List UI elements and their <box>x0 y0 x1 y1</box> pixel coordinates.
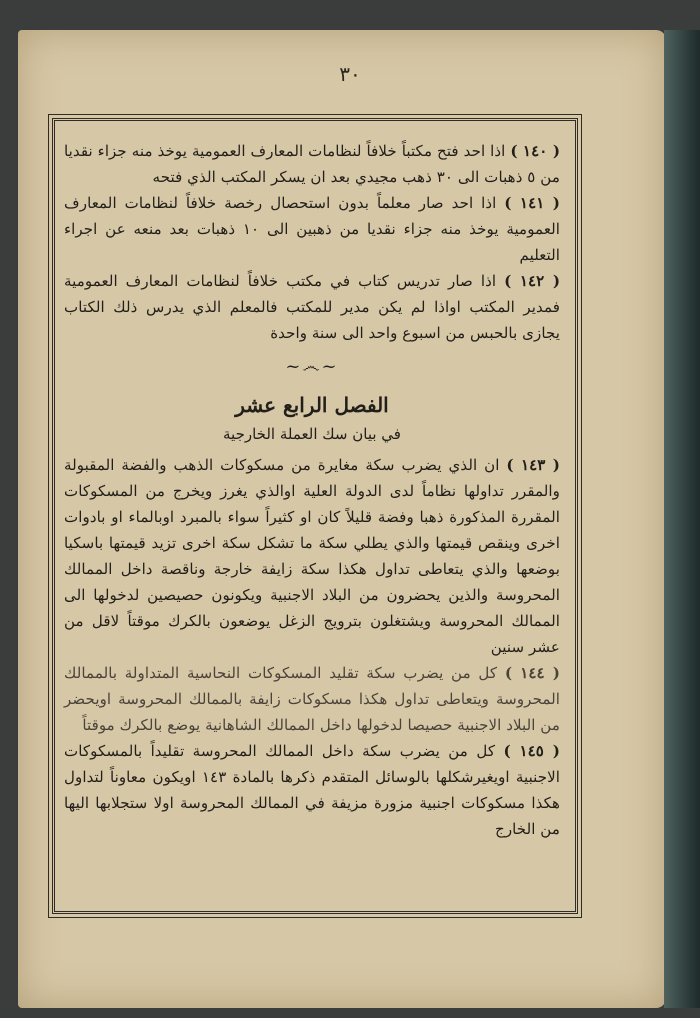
clause-number: ( ١٤٠ ) <box>510 142 561 160</box>
clause-145 <box>64 738 560 842</box>
clause-number: ( ١٤٣ ) <box>506 456 560 474</box>
clause-text: كل من يضرب سكة تقليد المسكوكات النحاسية المتداولة بالممالك المحروسة ويتعاطى تداول هكذا مسكوكات زايفة بالممالك المحروسة اويحضر من البلاد الاجنبية حصيصا لدخولها داخل الممالك الشاهانية يوضع بالكرك موقتاً <box>64 664 560 734</box>
clause-number: ( ١٤١ ) <box>504 194 560 212</box>
clause-number: ( ١٤٥ ) <box>503 742 560 760</box>
ornament-divider: ~෴~ <box>285 356 339 377</box>
clause-text: ان الذي يضرب سكة مغايرة من مسكوكات الذهب والفضة المقبولة والمقرر تداولها نظاماً لدى الدولة العلية اوالذي يغرز ويخرج من المسكوكات المقررة المذكورة ذهبا وفضة قليلاً كان او كثيراً سواء بالمبرد اوبالماء او بادوات اخرى وينقص قيمتها والذي يطلي سكة ما تشكل سكة اخرى تزيد قيمتها باسكيا بوضعها والذي يتعاطى تداول هكذا سكة زايفة خارجة وناقصة داخل الممالك المحروسة والذين يحضرون من البلاد الاجنبية ويكونون حصيصين لدخولها الى الممالك المحروسة ويشتغلون بترويج الزغل يوضعون بالكرك موقتاً لاقل من عشر سنين <box>64 456 560 656</box>
book-spine <box>664 30 700 1008</box>
clause-text: اذا صار تدريس كتاب في مكتب خلافاً لنظامات المعارف العمومية فمدير المكتب اواذا لم يكن مدير للمكتب فالمعلم الذي يدرس ذلك الكتاب يجازى بالحبس من اسبوع واحد الى سنة واحدة <box>64 272 560 342</box>
page-content <box>64 138 560 898</box>
clause-text: اذا احد فتح مكتباً خلافاً لنظامات المعارف العمومية يوخذ منه جزاء نقديا من ٥ ذهبات الى ٣٠ ذهب مجيدي بعد ان يسكر المكتب الذي فتحه <box>64 142 560 186</box>
clause-text: اذا احد صار معلماً بدون استحصال رخصة خلافاً لنظامات المعارف العمومية يوخذ منه جزاء نقديا من ذهبين الى ١٠ ذهبات بعد منعه عن اجراء التعليم <box>64 194 560 264</box>
clause-143 <box>64 452 560 660</box>
page-number: ٣٠ <box>339 62 361 86</box>
chapter-title: الفصل الرابع عشر <box>235 393 389 417</box>
clause-text: كل من يضرب سكة داخل الممالك المحروسة تقليداً بالمسكوكات الاجنبية اويغيرشكلها بالوسائل المتقدم ذكرها بالمادة ١٤٣ اويكون معاوناً لتداول هكذا مسكوكات اجنبية مزورة مزيفة في الممالك المحروسة اولا ستجلابها اليها من الخارج <box>64 742 561 838</box>
clause-number: ( ١٤٤ ) <box>504 664 560 682</box>
clause-number: ( ١٤٢ ) <box>504 272 561 290</box>
clause-141 <box>64 190 560 268</box>
clause-140 <box>64 138 560 190</box>
chapter-subtitle: في بيان سك العملة الخارجية <box>223 425 401 443</box>
clause-144 <box>64 660 560 738</box>
clause-142 <box>64 268 560 346</box>
